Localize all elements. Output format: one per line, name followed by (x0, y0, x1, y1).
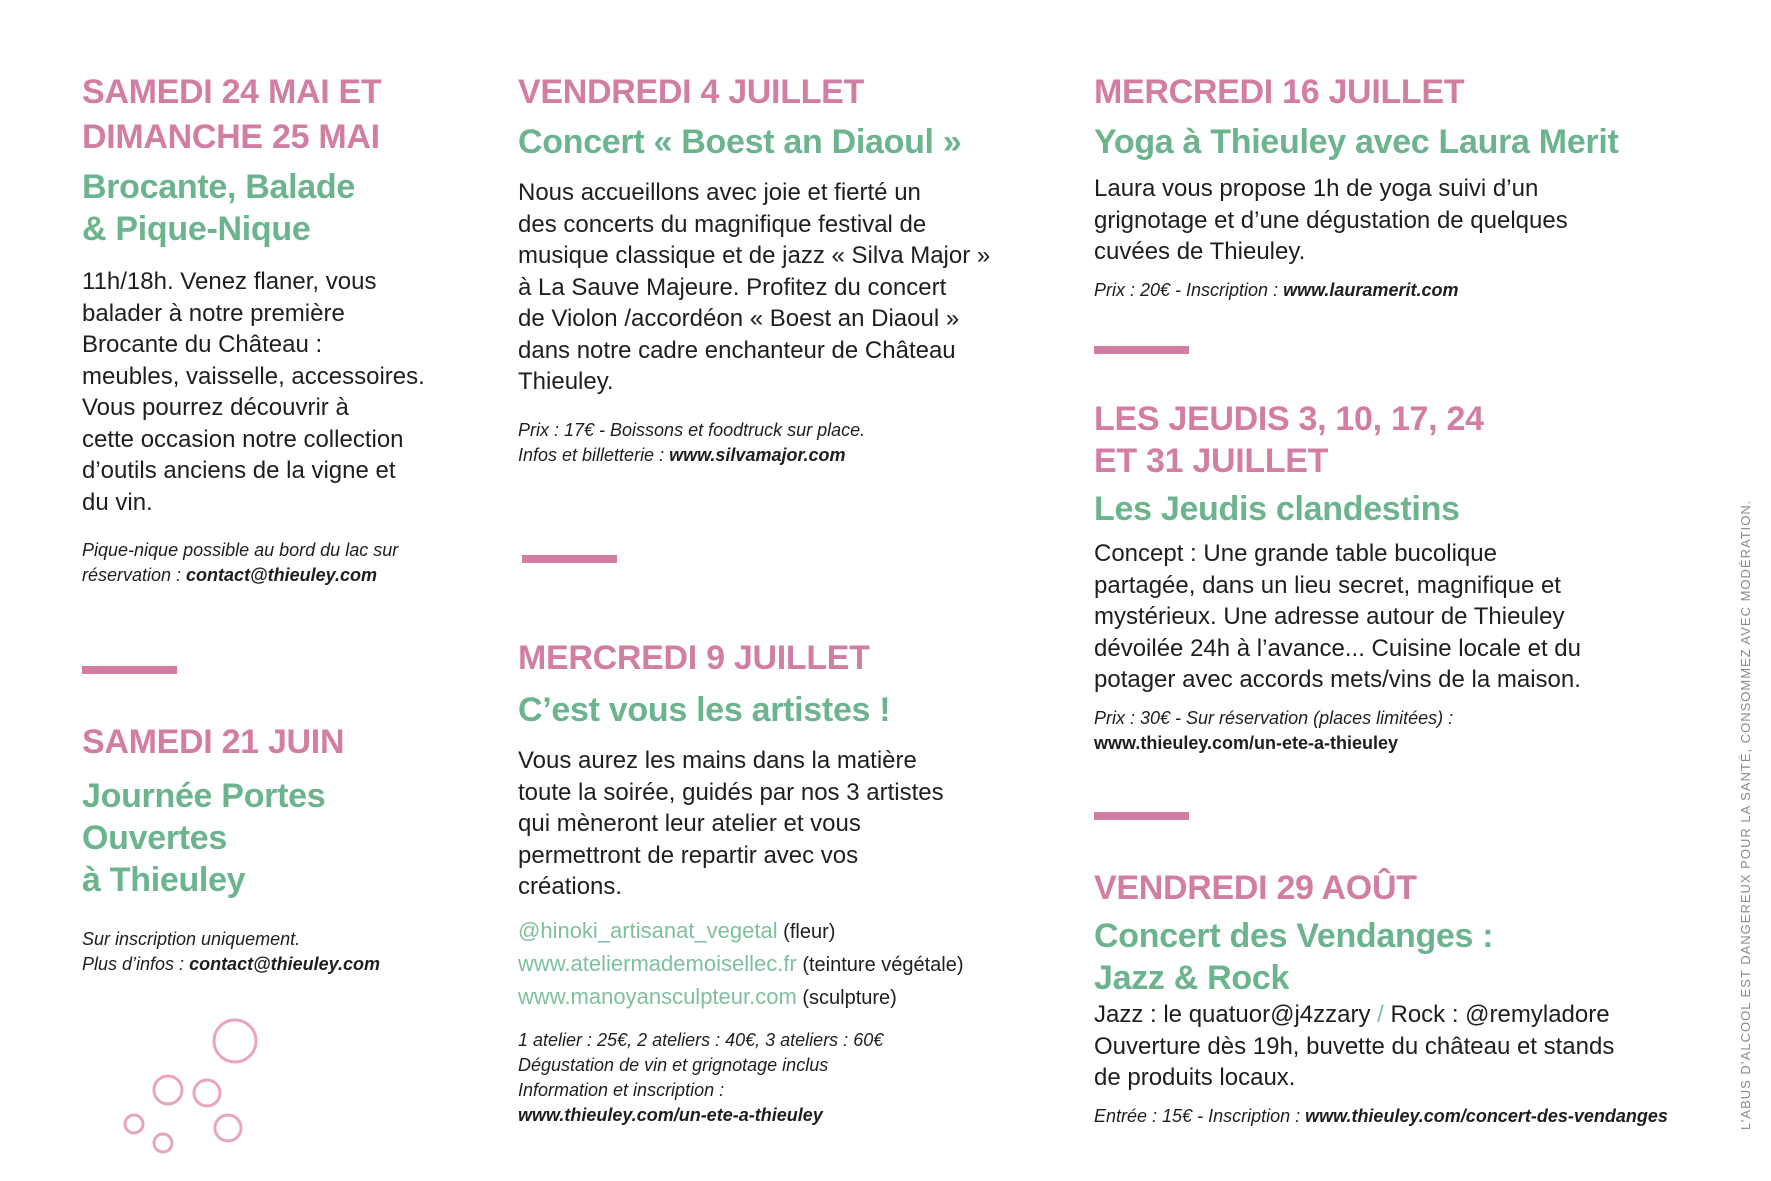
event-brocante (82, 70, 462, 588)
event-date: VENDREDI 4 JUILLET (518, 73, 864, 111)
artist-link[interactable]: www.manoyansculpteur.com (518, 983, 797, 1009)
event-title: Brocante, Balade & Pique-Nique (82, 168, 355, 248)
event-description: Laura vous propose 1h de yoga suivi d’un grignotage et d’une dégustation de quelques cuvées de Thieuley. (1094, 175, 1568, 265)
event-title: Concert « Boest an Diaoul » (518, 123, 962, 161)
event-date: SAMEDI 21 JUIN (82, 723, 345, 761)
event-description: 11h/18h. Venez flaner, vous balader à notre première Brocante du Château : meubles, vaisselle, accessoires. Vous pourrez découvrir à cette occasion notre collection d’outils anciens de la vigne et du vin. (82, 268, 425, 516)
event-date: LES JEUDIS 3, 10, 17, 24 ET 31 JUILLET (1094, 400, 1484, 480)
website-link[interactable]: www.thieuley.com/concert-des-vendanges (1305, 1105, 1668, 1126)
event-concert-boest (518, 70, 1038, 468)
event-info: Prix : 30€ - Sur réservation (places limitées) : www.thieuley.com/un-ete-a-thieuley (1094, 706, 1734, 756)
event-description: Jazz : le quatuor@j4zzary / Rock : @remyladore Ouverture dès 19h, buvette du château et stands de produits locaux. (1094, 1001, 1615, 1091)
event-date: SAMEDI 24 MAI ET DIMANCHE 25 MAI (82, 73, 382, 156)
event-description: Concept : Une grande table bucolique partagée, dans un lieu secret, magnifique et mystérieux. Une adresse autour de Thieuley dévoilée 24h à l’avance... Cuisine locale et du potager avec accords mets/vins de la maison. (1094, 540, 1581, 693)
event-jeudis-clandestins (1094, 398, 1734, 756)
event-description: Nous accueillons avec joie et fierté un des concerts du magnifique festival de musique classique et de jazz « Silva Major » à La Sauve Majeure. Profitez du concert de Violon /accordéon « Boest an Diaoul » dans notre cadre enchanteur de Château Thieuley. (518, 179, 991, 395)
event-title: Les Jeudis clandestins (1094, 490, 1460, 528)
divider (1094, 346, 1189, 354)
event-title: Concert des Vendanges : Jazz & Rock (1094, 917, 1494, 997)
bubble (125, 1115, 143, 1133)
divider (82, 666, 177, 674)
bubble (154, 1134, 172, 1152)
email-link[interactable]: contact@thieuley.com (189, 954, 380, 974)
event-info: Pique-nique possible au bord du lac sur réservation : contact@thieuley.com (82, 540, 399, 585)
website-link[interactable]: www.thieuley.com/un-ete-a-thieuley (518, 1104, 823, 1125)
artist-links: @hinoki_artisanat_vegetal (fleur) www.ateliermademoisellec.fr (teinture végétale) www.manoyansculpteur.com (sculpture) (518, 917, 964, 1009)
event-date: MERCREDI 16 JUILLET (1094, 73, 1465, 111)
event-date: VENDREDI 29 AOÛT (1094, 869, 1417, 907)
divider (522, 555, 617, 563)
website-link[interactable]: www.lauramerit.com (1283, 279, 1459, 300)
artist-link[interactable]: www.ateliermademoisellec.fr (518, 950, 797, 976)
event-artistes (518, 636, 1038, 1128)
divider (1094, 812, 1189, 820)
website-link[interactable]: www.thieuley.com/un-ete-a-thieuley (1094, 732, 1399, 753)
event-title: C’est vous les artistes ! (518, 691, 891, 729)
event-concert-vendanges (1094, 866, 1734, 1129)
event-info: Prix : 20€ - Inscription : www.lauramerit.com (1094, 279, 1459, 300)
event-info: Sur inscription uniquement. Plus d’infos : contact@thieuley.com (82, 929, 380, 974)
bubble (214, 1020, 256, 1062)
bubbles-decoration (118, 1015, 308, 1155)
event-info: 1 atelier : 25€, 2 ateliers : 40€, 3 ateliers : 60€ Dégustation de vin et grignotage inclus Information et inscription : www.thieuley.com/un-ete-a-thieuley (518, 1028, 1038, 1128)
event-title: Yoga à Thieuley avec Laura Merit (1094, 123, 1619, 161)
artist-link[interactable]: @hinoki_artisanat_vegetal (518, 917, 778, 943)
event-yoga (1094, 70, 1734, 303)
event-portes-ouvertes (82, 720, 462, 977)
email-link[interactable]: contact@thieuley.com (186, 565, 377, 585)
event-description: Vous aurez les mains dans la matière toute la soirée, guidés par nos 3 artistes qui mèneront leur atelier et vous permettront de repartir avec vos créations. (518, 747, 944, 900)
bubble (215, 1115, 241, 1141)
event-info: Entrée : 15€ - Inscription : www.thieuley.com/concert-des-vendanges (1094, 1105, 1668, 1126)
bubble (154, 1076, 182, 1104)
event-info: Prix : 17€ - Boissons et foodtruck sur place. Infos et billetterie : www.silvamajor.com (518, 419, 866, 465)
bubble (194, 1080, 220, 1106)
event-date: MERCREDI 9 JUILLET (518, 639, 870, 677)
health-warning: L’ABUS D’ALCOOL EST DANGEREUX POUR LA SANTÉ, CONSOMMEZ AVEC MODÉRATION. (1738, 499, 1753, 1130)
website-link[interactable]: www.silvamajor.com (669, 444, 846, 465)
event-title: Journée Portes Ouvertes à Thieuley (82, 777, 326, 899)
